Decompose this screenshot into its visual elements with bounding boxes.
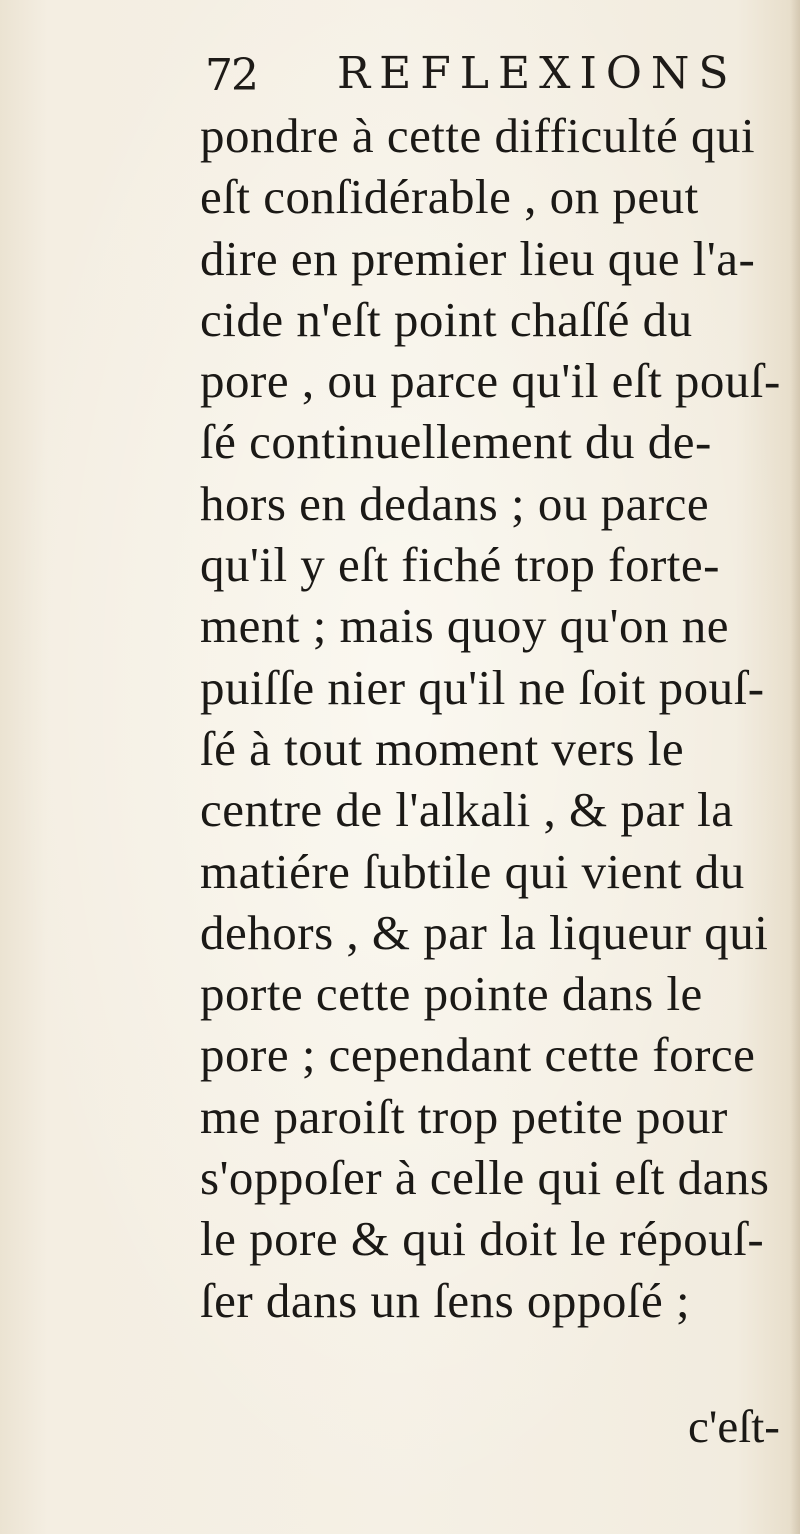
text-line: le pore & qui doit le répouſ-: [200, 1211, 765, 1267]
text-line: hors en dedans ; ou parce: [200, 475, 710, 531]
text-line: eſt conſidérable , on peut: [200, 169, 699, 225]
text-line: dehors , & par la liqueur qui: [200, 904, 769, 960]
text-line: pondre à cette difficulté qui: [200, 108, 756, 163]
text-line: pore ; cependant cette force: [200, 1027, 756, 1083]
running-title: REFLEXIONS: [337, 48, 738, 99]
text-line: ſé à tout moment vers le: [200, 720, 685, 776]
text-line: dire en premier lieu que l'a-: [200, 230, 756, 286]
text-line: matiére ſubtile qui vient du: [200, 843, 745, 899]
text-line: centre de l'alkali , & par la: [200, 782, 734, 838]
text-line: pore , ou parce qu'il eſt pouſ-: [200, 353, 781, 409]
text-line: ſer dans un ſens oppoſé ;: [200, 1272, 691, 1328]
text-line: porte cette pointe dans le: [200, 966, 703, 1022]
text-line: me paroiſt trop petite pour: [200, 1088, 728, 1144]
text-line: puiſſe nier qu'il ne ſoit pouſ-: [200, 659, 765, 715]
text-line: ment ; mais quoy qu'on ne: [200, 598, 729, 654]
catchword: c'eſt-: [688, 1401, 780, 1453]
body-text: [200, 105, 800, 1331]
text-line: qu'il y eſt fiché trop forte-: [200, 537, 720, 593]
text-line: s'oppoſer à celle qui eſt dans: [200, 1150, 770, 1206]
page-number: 72: [205, 50, 257, 101]
text-line: ſé continuellement du de-: [200, 414, 712, 470]
text-line: cide n'eſt point chaſſé du: [200, 291, 693, 347]
page-header: [205, 42, 738, 112]
